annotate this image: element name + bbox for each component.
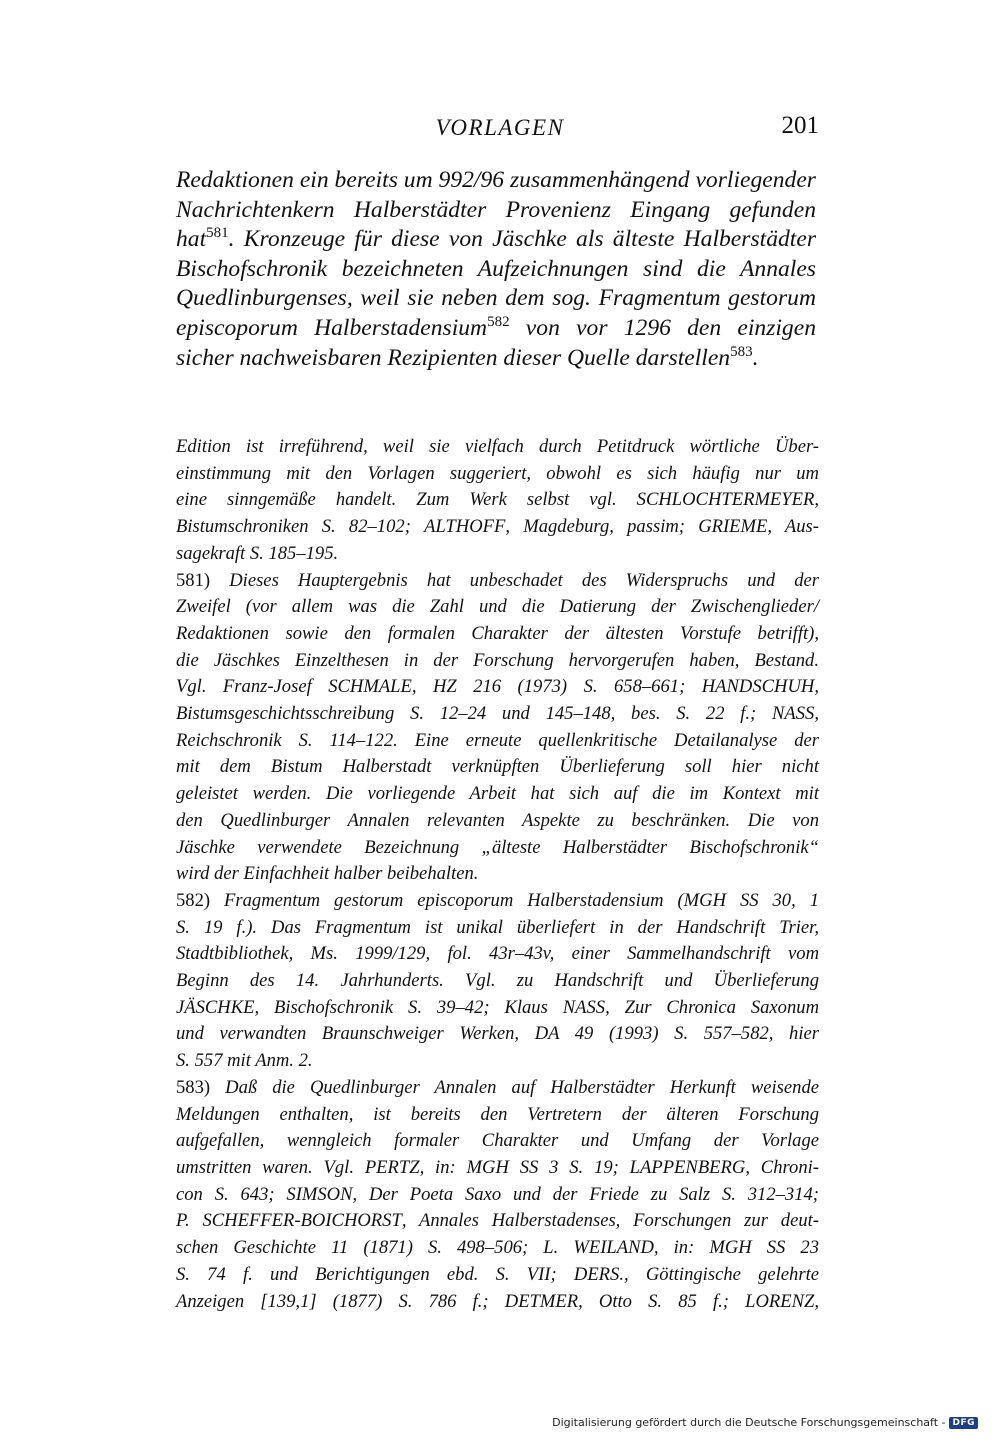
author-name: NASS xyxy=(771,703,815,725)
footnote-line: 582) Fragmentum gestorum episcoporum Halberstadensium (MGH SS 30, 1 xyxy=(176,889,819,911)
footnotes-section xyxy=(176,434,819,1315)
author-name: HANDSCHUH xyxy=(701,676,815,698)
footnote-583 xyxy=(176,1075,819,1315)
footnote-line: eine sinngemäße handelt. Zum Werk selbst vgl. SCHLOCHTERMEYER, xyxy=(176,489,819,511)
footnote-line: Meldungen enthalten, ist bereits den Vertretern der älteren Forschung xyxy=(176,1103,819,1125)
footnote-line: Vgl. Franz-Josef SCHMALE, HZ 216 (1973) S. 658–661; HANDSCHUH, xyxy=(176,676,819,698)
footnote-line: con S. 643; SIMSON, Der Poeta Saxo und der Friede zu Salz S. 312–314; xyxy=(176,1183,819,1205)
body-line: Quedlinburgenses, weil sie neben dem sog. Fragmentum gestorum xyxy=(176,285,816,312)
author-name: NASS xyxy=(562,996,606,1018)
author-name: JÄSCHKE xyxy=(176,996,255,1018)
footnote-line: 583) Daß die Quedlinburger Annalen auf Halberstädter Herkunft weisende xyxy=(176,1076,819,1098)
body-line: hat$^{581}$. Kronzeuge für diese von Jäschke als älteste Halberstädter xyxy=(176,225,816,253)
footnote-line: aufgefallen, wenngleich formaler Charakter und Umfang der Vorlage xyxy=(176,1130,819,1152)
footnote-line: Anzeigen [139,1] (1877) S. 786 f.; DETMER, Otto S. 85 f.; LORENZ, xyxy=(176,1290,819,1312)
footnote-ref-583[interactable]: 583 xyxy=(730,343,753,360)
footnote-line: Bistumschroniken S. 82–102; ALTHOFF, Magdeburg, passim; GRIEME, Aus- xyxy=(176,516,819,538)
body-line: Redaktionen ein bereits um 992/96 zusammenhängend vorliegender xyxy=(176,167,816,193)
footnote-line: S. 74 f. und Berichtigungen ebd. S. VII; DERS., Göttingische gelehrte xyxy=(176,1263,819,1285)
footnote-line: Jäschke verwendete Bezeichnung „älteste Halberstädter Bischofschronik“ xyxy=(176,836,819,858)
footnote-line: Edition ist irreführend, weil sie vielfach durch Petitdruck wörtliche Über- xyxy=(176,436,819,457)
footnote-line: die Jäschkes Einzelthesen in der Forschung hervorgerufen haben, Bestand. xyxy=(176,649,819,671)
footnote-line: den Quedlinburger Annalen relevanten Aspekte zu beschränken. Die von xyxy=(176,809,819,831)
footnote-581 xyxy=(176,568,819,888)
author-name: SCHEFFER-BOICHORST xyxy=(202,1210,402,1232)
footnote-number: 582) xyxy=(176,889,211,911)
footnote-line: P. SCHEFFER-BOICHORST, Annales Halberstadenses, Forschungen zur deut- xyxy=(176,1210,819,1232)
footnote-line: 581) Dieses Hauptergebnis hat unbeschadet des Widerspruchs und der xyxy=(176,569,819,591)
footnote-line: einstimmung mit den Vorlagen suggeriert, obwohl es sich häufig nur um xyxy=(176,462,819,484)
footnote-line: S. 19 f.). Das Fragmentum ist unikal überliefert in der Handschrift Trier, xyxy=(176,916,819,938)
footnote-ref-581[interactable]: 581 xyxy=(206,225,229,242)
footnote-line: sagekraft S. 185–195. xyxy=(176,542,339,564)
author-name: SCHMALE xyxy=(328,676,412,698)
author-name: LORENZ xyxy=(745,1290,815,1312)
footnote-line: S. 557 mit Anm. 2. xyxy=(176,1050,313,1072)
dfg-logo-icon: DFG xyxy=(949,1417,978,1429)
running-header xyxy=(175,112,825,146)
author-name: WEILAND xyxy=(573,1237,654,1259)
footnote-line: Beginn des 14. Jahrhunderts. Vgl. zu Handschrift und Überlieferung xyxy=(176,970,819,992)
footnote-line: geleistet werden. Die vorliegende Arbeit hat sich auf die im Kontext mit xyxy=(176,783,819,805)
author-name: GRIEME xyxy=(698,516,768,538)
footnote-line: umstritten waren. Vgl. PERTZ, in: MGH SS 3 S. 19; LAPPENBERG, Chroni- xyxy=(176,1156,819,1178)
author-name: SCHLOCHTERMEYER xyxy=(636,489,815,511)
author-name: ALTHOFF xyxy=(424,516,506,538)
footnote-line: Stadtbibliothek, Ms. 1999/129, fol. 43r–43v, einer Sammelhandschrift vom xyxy=(176,943,819,965)
footnote-line: Zweifel (vor allem was die Zahl und die Datierung der Zwischenglieder/ xyxy=(176,596,819,618)
footnote-582 xyxy=(176,888,819,1075)
author-name: DETMER xyxy=(504,1290,579,1312)
footnote-line: wird der Einfachheit halber beibehalten. xyxy=(176,863,479,885)
credit-text: Digitalisierung gefördert durch die Deutsche Forschungsgemeinschaft - xyxy=(552,1416,946,1429)
digitization-credit xyxy=(552,1416,978,1429)
footnote-line: JÄSCHKE, Bischofschronik S. 39–42; Klaus NASS, Zur Chronica Saxonum xyxy=(176,996,820,1018)
body-line: Bischofschronik bezeichneten Aufzeichnungen sind die Annales xyxy=(176,255,816,282)
footnote-number: 583) xyxy=(176,1076,211,1098)
author-name: PERTZ xyxy=(364,1156,420,1178)
body-line: sicher nachweisbaren Rezipienten dieser Quelle darstellen$^{583}$. xyxy=(176,343,759,371)
main-body-text xyxy=(176,166,816,373)
footnote-line: Bistumsgeschichtsschreibung S. 12–24 und 145–148, bes. S. 22 f.; NASS, xyxy=(176,703,819,725)
footnote-ref-582[interactable]: 582 xyxy=(487,313,510,330)
footnote-line: und verwandten Braunschweiger Werken, DA 49 (1993) S. 557–582, hier xyxy=(176,1023,819,1045)
body-line: Nachrichtenkern Halberstädter Provenienz Eingang gefunden xyxy=(176,196,816,223)
footnote-line: mit dem Bistum Halberstadt verknüpften Überlieferung soll hier nicht xyxy=(176,756,819,778)
author-name: SIMSON xyxy=(286,1183,353,1205)
footnote-continuation xyxy=(176,434,819,568)
footnote-line: Reichschronik S. 114–122. Eine erneute quellenkritische Detailanalyse der xyxy=(176,729,819,751)
author-name: DERS xyxy=(573,1263,620,1285)
footnote-number: 581) xyxy=(176,569,211,591)
running-title: VORLAGEN xyxy=(435,115,565,140)
body-line: episcoporum Halberstadensium$^{582}$ von vor 1296 den einzigen xyxy=(176,313,816,341)
page-number: 201 xyxy=(781,112,819,139)
footnote-line: schen Geschichte 11 (1871) S. 498–506; L. WEILAND, in: MGH SS 23 xyxy=(176,1237,819,1259)
footnote-line: Redaktionen sowie den formalen Charakter der ältesten Vorstufe betrifft), xyxy=(176,622,819,644)
author-name: LAPPENBERG xyxy=(629,1156,746,1178)
